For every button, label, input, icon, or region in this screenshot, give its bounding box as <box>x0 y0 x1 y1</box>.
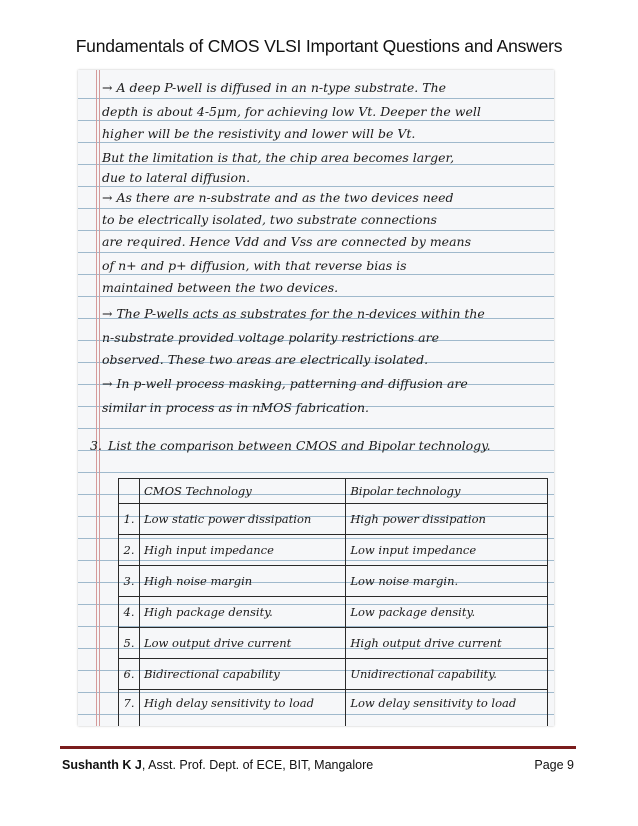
handwritten-line: → As there are n-substrate and as the two devices need <box>102 190 454 205</box>
ruled-line <box>78 208 554 209</box>
table-header-cmos: CMOS Technology <box>140 479 346 504</box>
notebook-page-photo <box>78 70 554 726</box>
row-number: 5. <box>119 628 140 659</box>
ruled-line <box>78 142 554 143</box>
table-row <box>119 566 548 597</box>
page-header: Fundamentals of CMOS VLSI Important Questions and Answers <box>75 36 563 56</box>
table-row <box>119 597 548 628</box>
row-number: 6. <box>119 659 140 690</box>
margin-line <box>96 70 97 726</box>
handwritten-line: higher will be the resistivity and lower will be Vt. <box>102 126 416 141</box>
handwritten-line: depth is about 4-5μm, for achieving low Vt. Deeper the well <box>102 104 481 119</box>
cmos-cell: Bidirectional capability <box>140 659 346 690</box>
cmos-cell: High noise margin <box>140 566 346 597</box>
handwritten-line: maintained between the two devices. <box>102 280 339 295</box>
bipolar-cell: Low delay sensitivity to load <box>346 690 548 727</box>
bipolar-cell: Low package density. <box>346 597 548 628</box>
cmos-cell: High input impedance <box>140 535 346 566</box>
footer-author <box>62 758 373 772</box>
cmos-cell: High package density. <box>140 597 346 628</box>
handwritten-line: → The P-wells acts as substrates for the n-devices within the <box>102 306 485 321</box>
question-text: List the comparison between CMOS and Bipolar technology. <box>108 438 491 453</box>
handwritten-line: are required. Hence Vdd and Vss are connected by means <box>102 234 472 249</box>
ruled-line <box>78 120 554 121</box>
ruled-line <box>78 296 554 297</box>
cmos-cell: Low output drive current <box>140 628 346 659</box>
handwritten-line: to be electrically isolated, two substrate connections <box>102 212 437 227</box>
bipolar-cell: Low noise margin. <box>346 566 548 597</box>
handwritten-line: observed. These two areas are electrically isolated. <box>102 352 429 367</box>
question-number: 3. <box>90 438 102 453</box>
cmos-cell: High delay sensitivity to load <box>140 690 346 727</box>
footer-rule <box>60 746 576 749</box>
page-number: Page 9 <box>534 758 574 772</box>
handwritten-line: But the limitation is that, the chip area becomes larger, <box>102 150 455 165</box>
ruled-line <box>78 186 554 187</box>
comparison-table <box>118 478 548 726</box>
table-header-row <box>119 479 548 504</box>
table-row <box>119 535 548 566</box>
bipolar-cell: High power dissipation <box>346 504 548 535</box>
author-name: Sushanth K J <box>62 758 142 772</box>
handwritten-line: → In p-well process masking, patterning and diffusion are <box>102 376 468 391</box>
table-row <box>119 659 548 690</box>
handwritten-line: of n+ and p+ diffusion, with that reverse bias is <box>102 258 407 273</box>
row-number: 2. <box>119 535 140 566</box>
row-number: 7. <box>119 690 140 727</box>
handwritten-line: similar in process as in nMOS fabrication. <box>102 400 369 415</box>
bipolar-cell: Unidirectional capability. <box>346 659 548 690</box>
handwritten-line: → A deep P-well is diffused in an n-type substrate. The <box>102 80 447 95</box>
row-number: 3. <box>119 566 140 597</box>
cmos-cell: Low static power dissipation <box>140 504 346 535</box>
handwritten-line: n-substrate provided voltage polarity restrictions are <box>102 330 439 345</box>
table-cell <box>119 479 140 504</box>
bipolar-cell: Low input impedance <box>346 535 548 566</box>
row-number: 4. <box>119 597 140 628</box>
margin-line <box>99 70 100 726</box>
ruled-line <box>78 252 554 253</box>
table-row <box>119 628 548 659</box>
ruled-line <box>78 472 554 473</box>
bipolar-cell: High output drive current <box>346 628 548 659</box>
handwritten-line: due to lateral diffusion. <box>102 170 251 185</box>
author-details: , Asst. Prof. Dept. of ECE, BIT, Mangalore <box>141 758 374 772</box>
ruled-line <box>78 274 554 275</box>
ruled-line <box>78 230 554 231</box>
table-row <box>119 504 548 535</box>
table-row <box>119 690 548 727</box>
ruled-line <box>78 428 554 429</box>
table-header-bipolar: Bipolar technology <box>346 479 548 504</box>
ruled-line <box>78 98 554 99</box>
row-number: 1. <box>119 504 140 535</box>
